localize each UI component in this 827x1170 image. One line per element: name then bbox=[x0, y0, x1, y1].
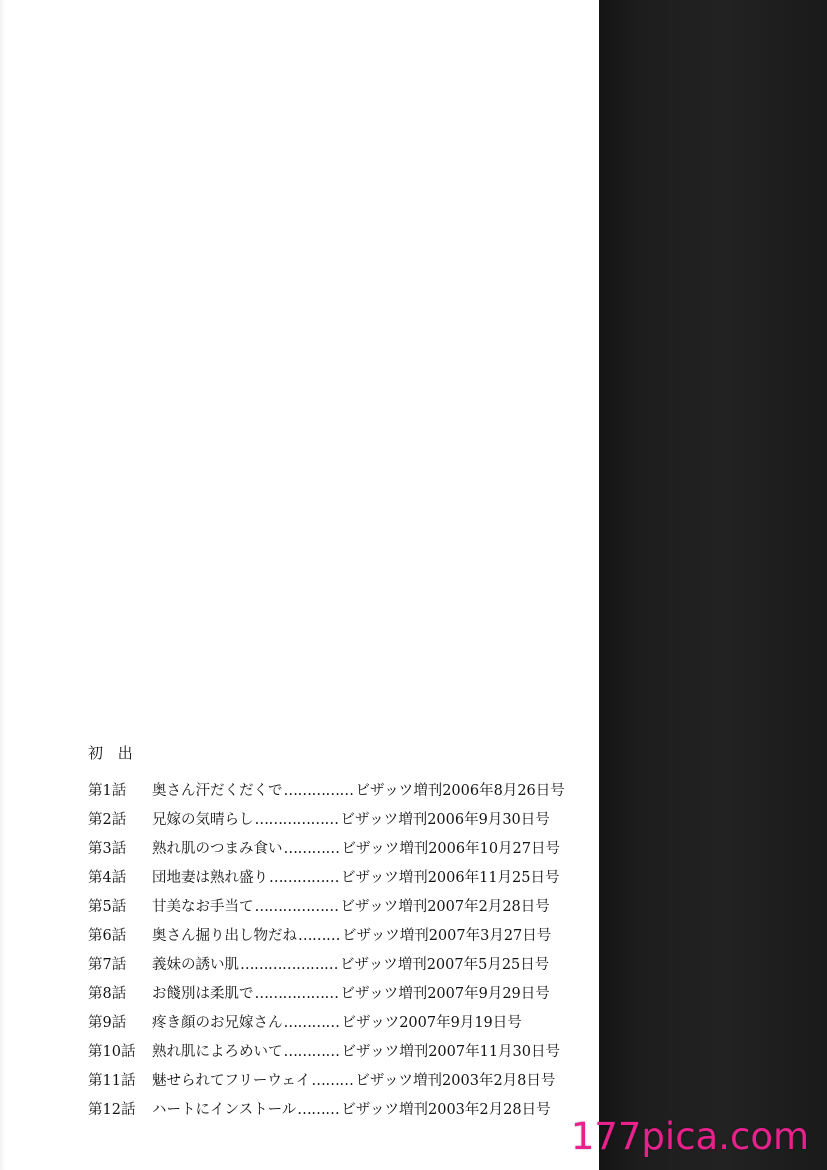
episode-number: 第10話 bbox=[88, 1044, 136, 1060]
leader-dots: ……… bbox=[311, 1073, 354, 1089]
publication-source: ビザッツ増刊2006年10月27日号 bbox=[341, 841, 561, 857]
episode-title: 熟れ肌のつまみ食い bbox=[152, 841, 283, 857]
leader-dots: ………… bbox=[283, 841, 340, 857]
publication-source: ビザッツ増刊2007年2月28日号 bbox=[340, 899, 550, 915]
list-item bbox=[88, 1038, 593, 1067]
publication-source: ビザッツ増刊2006年8月26日号 bbox=[355, 783, 565, 799]
leader-dots: ……………… bbox=[254, 986, 339, 1002]
episode-number: 第4話 bbox=[88, 870, 127, 886]
list-item bbox=[88, 864, 593, 893]
episode-title: ハートにインストール bbox=[152, 1102, 297, 1118]
episode-number: 第9話 bbox=[88, 1015, 127, 1031]
episode-number: 第2話 bbox=[88, 812, 127, 828]
episode-number: 第7話 bbox=[88, 957, 127, 973]
episode-title: 義妹の誘い肌 bbox=[152, 957, 239, 973]
episode-number: 第1話 bbox=[88, 783, 127, 799]
episode-number: 第5話 bbox=[88, 899, 127, 915]
leader-dots: ……… bbox=[297, 1102, 340, 1118]
list-item bbox=[88, 922, 593, 951]
publication-source: ビザッツ2007年9月19日号 bbox=[341, 1015, 522, 1031]
list-item bbox=[88, 1096, 593, 1125]
publication-source: ビザッツ増刊2007年5月25日号 bbox=[340, 957, 550, 973]
episode-title: 団地妻は熟れ盛り bbox=[152, 870, 268, 886]
episode-title: 魅せられてフリーウェイ bbox=[152, 1073, 311, 1089]
episode-number: 第8話 bbox=[88, 986, 127, 1002]
episode-number: 第11話 bbox=[88, 1073, 136, 1089]
list-item bbox=[88, 980, 593, 1009]
list-item bbox=[88, 835, 593, 864]
episode-title: 兄嫁の気晴らし bbox=[152, 812, 254, 828]
facing-page-dark-band bbox=[599, 0, 827, 1170]
publication-source: ビザッツ増刊2006年11月25日号 bbox=[341, 870, 560, 886]
episode-title: 甘美なお手当て bbox=[152, 899, 254, 915]
episode-title: 奥さん掘り出し物だね bbox=[152, 928, 297, 944]
site-watermark: 177pica.com bbox=[570, 1115, 809, 1158]
leader-dots: ……………… bbox=[254, 812, 339, 828]
episode-number: 第12話 bbox=[88, 1102, 136, 1118]
publication-source: ビザッツ増刊2007年3月27日号 bbox=[342, 928, 552, 944]
episode-title: 熟れ肌によろめいて bbox=[152, 1044, 283, 1060]
publication-source: ビザッツ増刊2003年2月8日号 bbox=[355, 1073, 556, 1089]
leader-dots: …………… bbox=[269, 870, 339, 886]
list-item bbox=[88, 1009, 593, 1038]
paper-edge bbox=[0, 0, 6, 1170]
leader-dots: ………… bbox=[283, 1044, 340, 1060]
publication-source: ビザッツ増刊2003年2月28日号 bbox=[341, 1102, 551, 1118]
list-item bbox=[88, 806, 593, 835]
publication-source: ビザッツ増刊2006年9月30日号 bbox=[340, 812, 550, 828]
first-publication-section bbox=[88, 742, 593, 1125]
episode-title: 疼き顔のお兄嫁さん bbox=[152, 1015, 283, 1031]
episode-title: お餞別は柔肌で bbox=[152, 986, 254, 1002]
list-item bbox=[88, 951, 593, 980]
publication-source: ビザッツ増刊2007年11月30日号 bbox=[341, 1044, 561, 1060]
dark-band-gradient bbox=[599, 0, 827, 1170]
leader-dots: ………………… bbox=[240, 957, 338, 973]
list-item bbox=[88, 893, 593, 922]
leader-dots: ……………… bbox=[254, 899, 339, 915]
toc-list bbox=[88, 777, 593, 1125]
list-item bbox=[88, 777, 593, 806]
episode-number: 第3話 bbox=[88, 841, 127, 857]
leader-dots: …………… bbox=[283, 783, 354, 799]
leader-dots: ……… bbox=[298, 928, 340, 944]
episode-title: 奥さん汗だくだくで bbox=[152, 783, 283, 799]
episode-number: 第6話 bbox=[88, 928, 127, 944]
leader-dots: ………… bbox=[283, 1015, 340, 1031]
publication-source: ビザッツ増刊2007年9月29日号 bbox=[340, 986, 550, 1002]
list-item bbox=[88, 1067, 593, 1096]
section-heading: 初 出 bbox=[88, 744, 138, 762]
